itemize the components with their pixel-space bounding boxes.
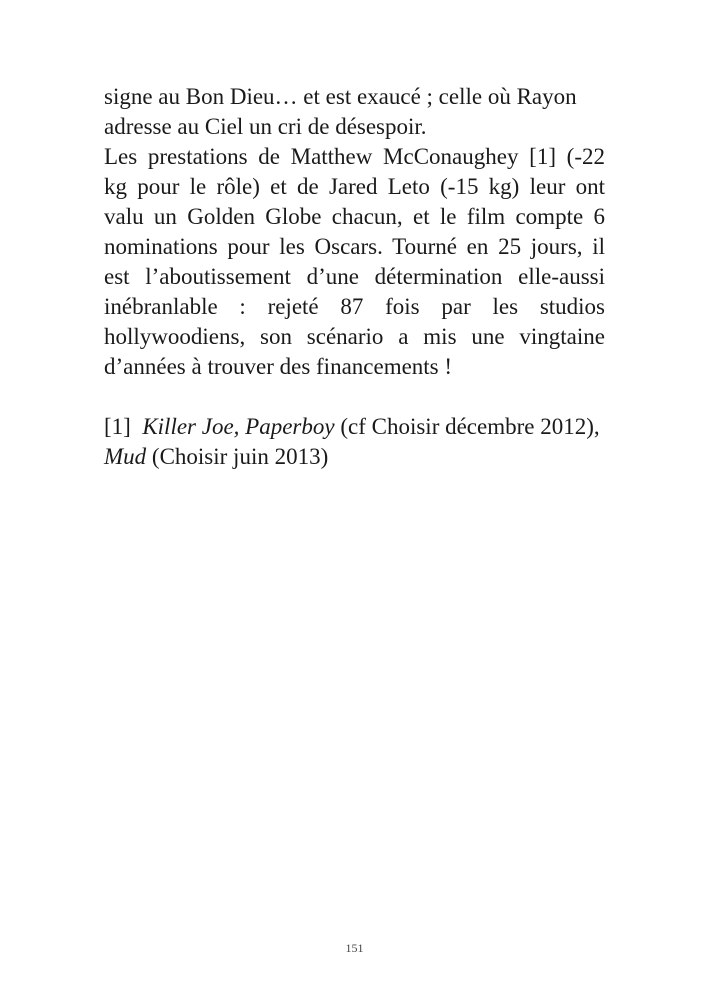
body-line-8: inébranlable : rejeté 87 fois par les studios [104, 294, 605, 319]
footnote-text-part2: (Choisir juin 2013) [151, 444, 329, 469]
body-line-10: d’années à trouver des financements ! [104, 354, 453, 379]
body-line-3: Les prestations de Matthew McConaughey [1] (-22 [104, 144, 605, 169]
body-line-4: kg pour le rôle) et de Jared Leto (-15 kg) leur ont [104, 174, 605, 199]
body-line-6: nominations pour les Oscars. Tourné en 25 jours, il [104, 234, 605, 259]
footnote-marker: [1] [104, 414, 131, 439]
footnote-italic-titles: Killer Joe, Paperboy [142, 414, 335, 439]
body-line-7: est l’aboutissement d’une détermination elle-aussi [104, 264, 605, 289]
body-line-9: hollywoodiens, son scénario a mis une vingtaine [104, 324, 605, 349]
page-number: 151 [345, 941, 364, 955]
body-line-1: signe au Bon Dieu… et est exaucé ; celle où Rayon [104, 84, 577, 109]
footnote-text-part1: (cf Choisir décembre 2012), [340, 414, 600, 439]
footnote-line-1 [104, 412, 605, 442]
footnote-line-2 [104, 442, 605, 472]
paragraph-gap [104, 382, 605, 412]
body-line-2: adresse au Ciel un cri de désespoir. [104, 114, 427, 139]
footnote-italic-title2: Mud [104, 444, 147, 469]
document-body [104, 82, 605, 472]
body-line-5: valu un Golden Globe chacun, et le film compte 6 [104, 204, 605, 229]
